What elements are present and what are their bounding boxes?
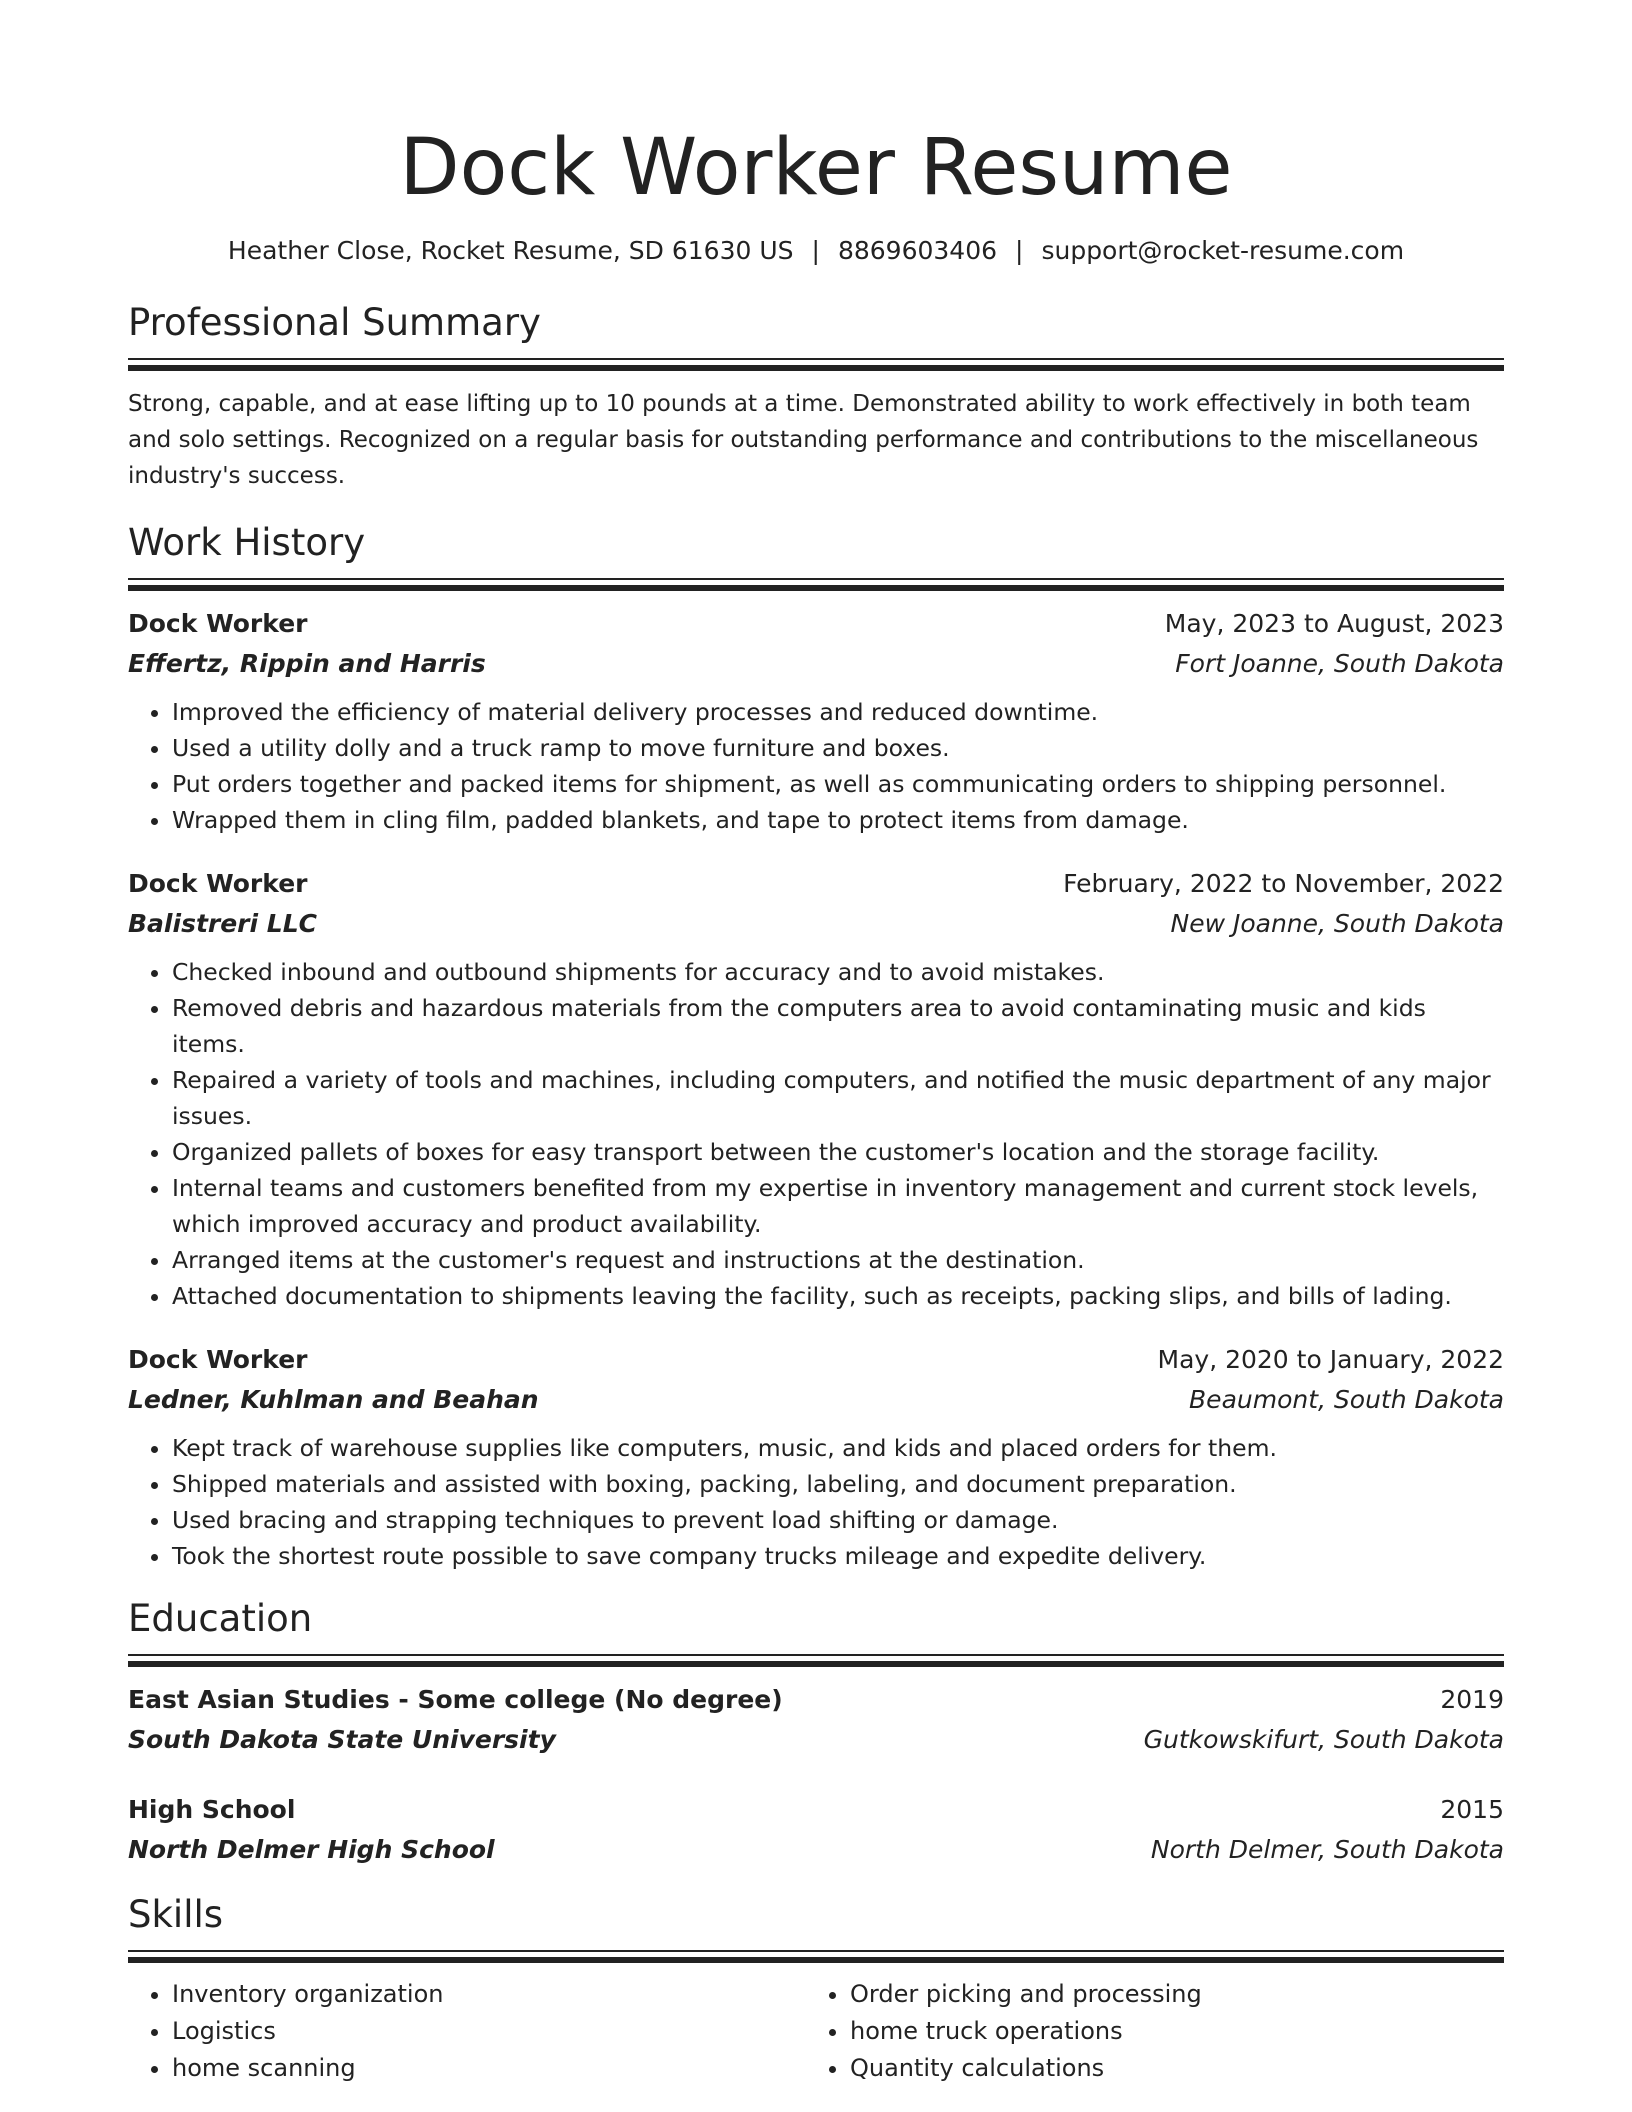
section-heading-skills: Skills xyxy=(128,1893,224,1936)
contact-address: Heather Close, Rocket Resume, SD 61630 US xyxy=(227,236,794,265)
section-heading-work: Work History xyxy=(128,521,366,564)
education-section xyxy=(128,1594,1504,1870)
section-divider xyxy=(128,1950,1504,1966)
contact-separator: | xyxy=(811,236,820,265)
education-entry xyxy=(128,1680,1504,1760)
list-item: • Removed debris and hazardous materials from the computers area to avoid contaminating music and kids items. xyxy=(172,990,1504,1062)
job-entry xyxy=(128,1340,1504,1574)
education-school: North Delmer High School xyxy=(128,1835,495,1864)
list-item: • Wrapped them in cling film, padded blankets, and tape to protect items from damage. xyxy=(172,802,1504,838)
list-item: • Kept track of warehouse supplies like computers, music, and kids and placed orders for them. xyxy=(172,1430,1504,1466)
job-bullets xyxy=(128,954,1504,1314)
list-item: • Used a utility dolly and a truck ramp to move furniture and boxes. xyxy=(172,730,1504,766)
list-item: • Used bracing and strapping techniques to prevent load shifting or damage. xyxy=(172,1502,1504,1538)
list-item: • Inventory organization xyxy=(172,1976,806,2013)
job-header xyxy=(128,864,1504,904)
job-company: Balistreri LLC xyxy=(128,909,317,938)
list-item: • Shipped materials and assisted with boxing, packing, labeling, and document preparation. xyxy=(172,1466,1504,1502)
list-item: • Internal teams and customers benefited from my expertise in inventory management and current stock levels, which improved accuracy and product availability. xyxy=(172,1170,1504,1242)
work-history-section xyxy=(128,518,1504,1574)
list-item: • Put orders together and packed items for shipment, as well as communicating orders to shipping personnel. xyxy=(172,766,1504,802)
job-company: Ledner, Kuhlman and Beahan xyxy=(128,1385,539,1414)
list-item: • home truck operations xyxy=(850,2013,1484,2050)
list-item: • Order picking and processing xyxy=(850,1976,1484,2013)
page-title: Dock Worker Resume xyxy=(399,123,1233,213)
list-item: • Quantity calculations xyxy=(850,2050,1484,2087)
education-degree: East Asian Studies - Some college (No degree) xyxy=(128,1685,783,1714)
skills-column-left xyxy=(128,1976,806,2087)
skills-grid xyxy=(128,1976,1504,2087)
education-subheader xyxy=(128,1830,1504,1870)
contact-email[interactable]: support@rocket-resume.com xyxy=(1041,236,1405,265)
contact-line xyxy=(128,234,1504,268)
skills-section xyxy=(128,1890,1504,2087)
job-dates: February, 2022 to November, 2022 xyxy=(1063,869,1504,898)
education-subheader xyxy=(128,1720,1504,1760)
list-item: • Organized pallets of boxes for easy transport between the customer's location and the storage facility. xyxy=(172,1134,1504,1170)
contact-separator: | xyxy=(1015,236,1024,265)
list-item: • Arranged items at the customer's request and instructions at the destination. xyxy=(172,1242,1504,1278)
resume-page xyxy=(128,0,1504,2112)
list-item: • Attached documentation to shipments leaving the facility, such as receipts, packing slips, and bills of lading. xyxy=(172,1278,1504,1314)
section-divider xyxy=(128,578,1504,594)
contact-phone: 8869603406 xyxy=(837,236,998,265)
list-item: • Logistics xyxy=(172,2013,806,2050)
job-subheader xyxy=(128,644,1504,684)
skills-list xyxy=(806,1976,1484,2087)
list-item: • Improved the efficiency of material delivery processes and reduced downtime. xyxy=(172,694,1504,730)
job-location: Fort Joanne, South Dakota xyxy=(1175,649,1504,678)
summary-section xyxy=(128,298,1504,494)
skills-list xyxy=(128,1976,806,2087)
job-header xyxy=(128,604,1504,644)
section-divider xyxy=(128,358,1504,374)
education-header xyxy=(128,1790,1504,1830)
list-item: • Repaired a variety of tools and machines, including computers, and notified the music department of any major issues. xyxy=(172,1062,1504,1134)
section-divider xyxy=(128,1654,1504,1670)
job-entry xyxy=(128,604,1504,838)
skills-column-right xyxy=(806,1976,1484,2087)
job-location: Beaumont, South Dakota xyxy=(1189,1385,1504,1414)
job-title: Dock Worker xyxy=(128,1345,308,1374)
job-bullets xyxy=(128,694,1504,838)
education-header xyxy=(128,1680,1504,1720)
list-item: • Took the shortest route possible to save company trucks mileage and expedite delivery. xyxy=(172,1538,1504,1574)
job-subheader xyxy=(128,904,1504,944)
list-item: • Checked inbound and outbound shipments for accuracy and to avoid mistakes. xyxy=(172,954,1504,990)
job-location: New Joanne, South Dakota xyxy=(1170,909,1504,938)
education-entry xyxy=(128,1790,1504,1870)
education-year: 2019 xyxy=(1440,1685,1504,1714)
section-heading-education: Education xyxy=(128,1597,313,1640)
education-location: Gutkowskifurt, South Dakota xyxy=(1143,1725,1504,1754)
education-year: 2015 xyxy=(1440,1795,1504,1824)
education-school: South Dakota State University xyxy=(128,1725,556,1754)
job-dates: May, 2023 to August, 2023 xyxy=(1164,609,1504,638)
list-item: • home scanning xyxy=(172,2050,806,2087)
job-entry xyxy=(128,864,1504,1314)
job-subheader xyxy=(128,1380,1504,1420)
job-title: Dock Worker xyxy=(128,609,308,638)
job-dates: May, 2020 to January, 2022 xyxy=(1157,1345,1504,1374)
education-location: North Delmer, South Dakota xyxy=(1150,1835,1504,1864)
summary-text: Strong, capable, and at ease lifting up to 10 pounds at a time. Demonstrated ability to work effectively in both team and solo settings. Recognized on a regular basis for outstanding performance and contributions to the miscellaneous industry's success. xyxy=(128,391,1479,489)
job-company: Effertz, Rippin and Harris xyxy=(128,649,486,678)
job-title: Dock Worker xyxy=(128,869,308,898)
education-degree: High School xyxy=(128,1795,296,1824)
job-header xyxy=(128,1340,1504,1380)
job-bullets xyxy=(128,1430,1504,1574)
section-heading-summary: Professional Summary xyxy=(128,301,541,344)
